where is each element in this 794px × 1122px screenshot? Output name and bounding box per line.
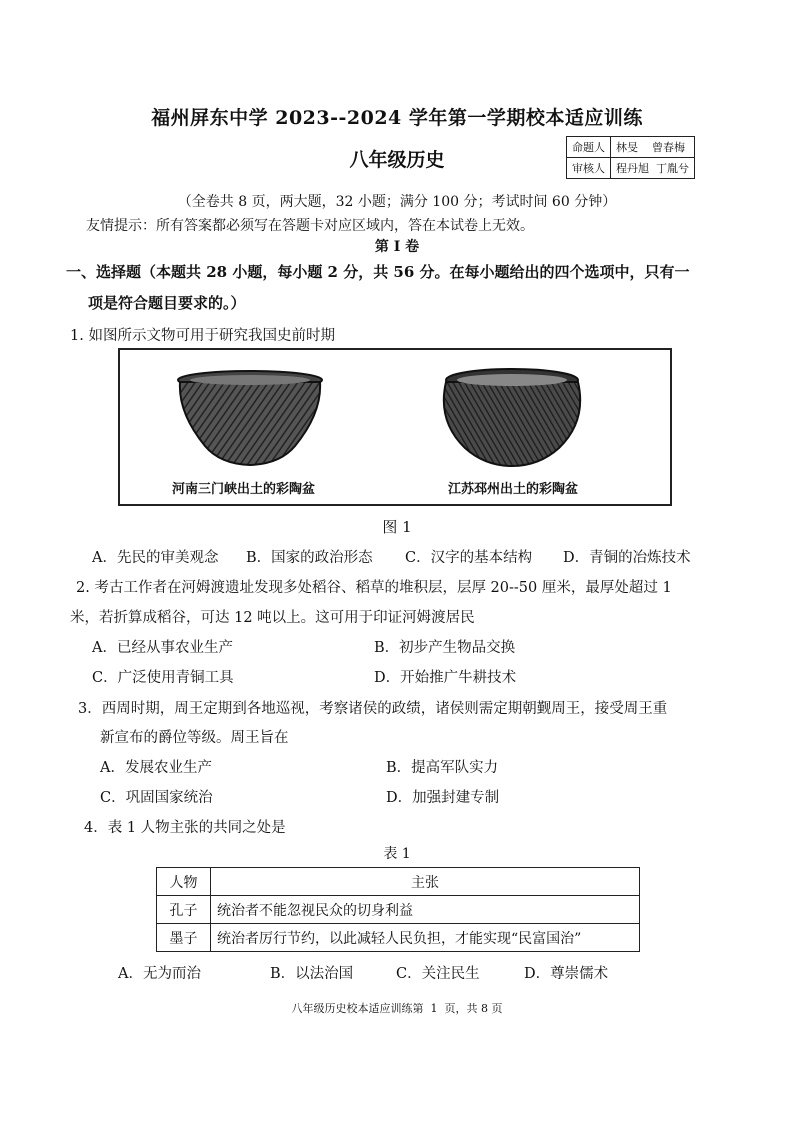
table-header-row [157, 868, 640, 896]
option: B．以法治国 [270, 966, 354, 982]
option: B．国家的政治形态 [246, 550, 373, 566]
table-label: 表 1 [383, 846, 411, 862]
part-label: 第 I 卷 [374, 239, 420, 255]
option: C．关注民生 [396, 966, 480, 982]
figure-1 [118, 348, 672, 506]
authors-role: 命题人 [567, 137, 611, 158]
table-header: 人物 [157, 868, 211, 896]
option: A．无为而治 [118, 966, 201, 982]
authors-role: 审核人 [567, 158, 611, 179]
option: D．尊崇儒术 [524, 966, 609, 982]
option: D．开始推广牛耕技术 [374, 670, 517, 686]
section-heading: 一、选择题（本题共 28 小题，每小题 2 分，共 56 分。在每小题给出的四个选项中，只有一 [66, 263, 690, 281]
authors-row [567, 137, 695, 158]
question-stem: 1. 如图所示文物可用于研究我国史前时期 [70, 328, 335, 344]
question-stem: 2. 考古工作者在河姆渡遗址发现多处稻谷、稻草的堆积层，层厚 20--50 厘米，最厚处超过 1 [76, 580, 672, 596]
option: B．提高军队实力 [386, 760, 499, 776]
option: A．先民的审美观念 [92, 550, 219, 566]
authors-row [567, 158, 695, 179]
option: D．加强封建专制 [386, 790, 500, 806]
option: A．已经从事农业生产 [92, 640, 233, 656]
exam-tip: 友情提示：所有答案都必须写在答题卡对应区域内，答在本试卷上无效。 [86, 218, 534, 234]
question-stem: 3．西周时期，周王定期到各地巡视，考察诸侯的政绩，诸侯则需定期朝觐周王，接受周王重 [78, 701, 668, 717]
option: A．发展农业生产 [100, 760, 212, 776]
option: C．广泛使用青铜工具 [92, 670, 234, 686]
table-cell-person: 墨子 [157, 924, 211, 952]
table-cell-claim: 统治者厉行节约，以此减轻人民负担，才能实现“民富国治” [211, 924, 640, 952]
authors-names: 林旻 曾春梅 [611, 137, 695, 158]
table-cell-claim: 统治者不能忽视民众的切身利益 [211, 896, 640, 924]
question-stem-cont: 新宣布的爵位等级。周王旨在 [100, 730, 289, 746]
figure-caption: 河南三门峡出土的彩陶盆 [172, 482, 316, 497]
table-1 [156, 867, 640, 952]
option: C．汉字的基本结构 [405, 550, 533, 566]
table-row [157, 896, 640, 924]
section-heading-cont: 项是符合题目要求的。） [88, 294, 246, 312]
painted-pottery-basin-image [437, 366, 587, 470]
option: B．初步产生物品交换 [374, 640, 516, 656]
exam-info: （全卷共 8 页，两大题，32 小题；满分 100 分；考试时间 60 分钟） [177, 194, 617, 210]
question-stem: 4．表 1 人物主张的共同之处是 [84, 820, 286, 836]
authors-table [566, 136, 695, 179]
table-row [157, 924, 640, 952]
page-footer: 八年级历史校本适应训练第 1 页，共 8 页 [291, 1002, 503, 1015]
exam-subtitle: 八年级历史 [349, 149, 445, 171]
authors-names: 程丹旭 丁胤兮 [611, 158, 695, 179]
painted-pottery-basin-image [175, 368, 325, 468]
table-header: 主张 [211, 868, 640, 896]
option: C．巩固国家统治 [100, 790, 213, 806]
figure-label: 图 1 [382, 518, 412, 536]
question-stem-cont: 米，若折算成稻谷，可达 12 吨以上。这可用于印证河姆渡居民 [70, 610, 475, 626]
exam-title: 福州屏东中学 2023--2024 学年第一学期校本适应训练 [151, 107, 643, 129]
option: D．青铜的冶炼技术 [563, 550, 691, 566]
table-cell-person: 孔子 [157, 896, 211, 924]
figure-caption: 江苏邳州出土的彩陶盆 [448, 482, 579, 497]
